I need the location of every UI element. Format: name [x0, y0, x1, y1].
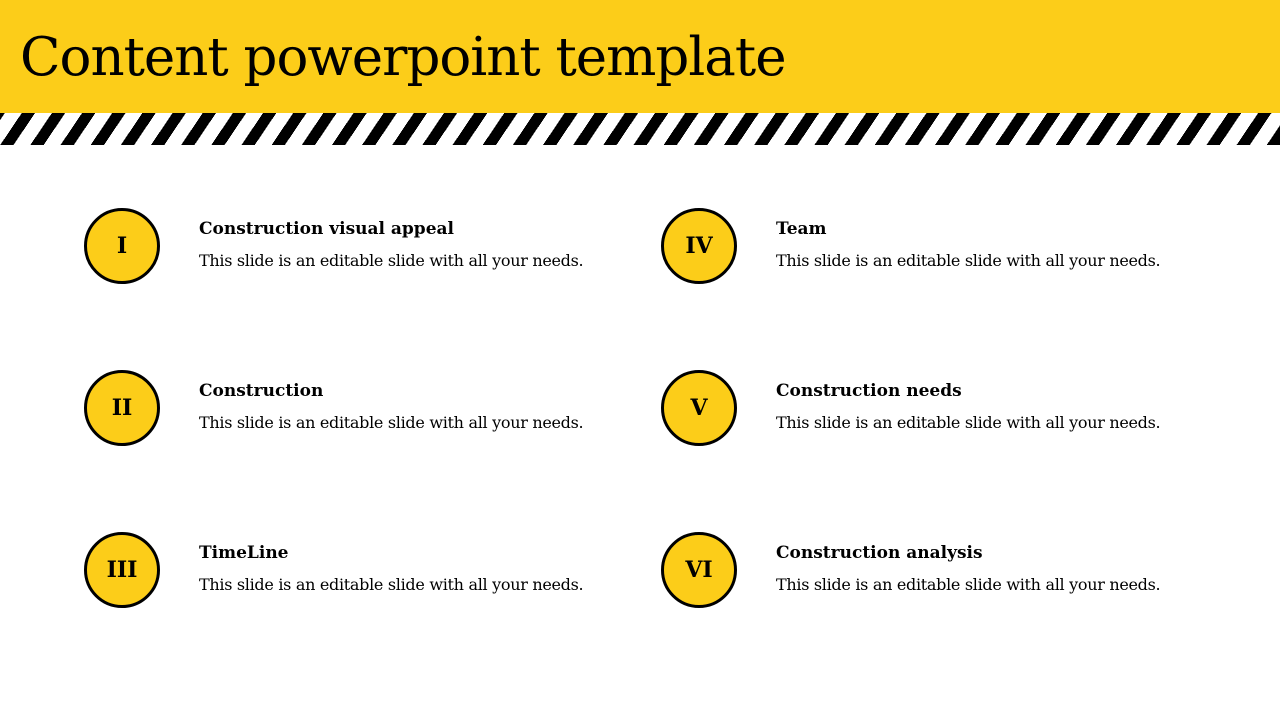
item-description: This slide is an editable slide with all your needs.	[199, 251, 584, 270]
item-heading: Construction needs	[776, 381, 962, 401]
item-heading: Construction visual appeal	[199, 219, 454, 239]
numeral-badge: IV	[661, 208, 737, 284]
item-heading: TimeLine	[199, 543, 289, 563]
item-description: This slide is an editable slide with all your needs.	[776, 413, 1161, 432]
item-description: This slide is an editable slide with all your needs.	[199, 413, 584, 432]
content-item-5	[661, 370, 1181, 450]
content-item-6	[661, 532, 1181, 612]
item-description: This slide is an editable slide with all your needs.	[776, 251, 1161, 270]
numeral-badge: VI	[661, 532, 737, 608]
item-heading: Construction	[199, 381, 324, 401]
numeral-badge: I	[84, 208, 160, 284]
item-description: This slide is an editable slide with all your needs.	[776, 575, 1161, 594]
item-heading: Construction analysis	[776, 543, 983, 563]
content-item-3	[84, 532, 604, 612]
content-item-1	[84, 208, 604, 288]
item-description: This slide is an editable slide with all your needs.	[199, 575, 584, 594]
slide-title: Content powerpoint template	[20, 27, 786, 88]
content-item-2	[84, 370, 604, 450]
item-heading: Team	[776, 219, 827, 239]
numeral-badge: V	[661, 370, 737, 446]
hazard-stripe-band	[0, 113, 1280, 145]
title-banner	[0, 0, 1280, 113]
content-item-4	[661, 208, 1181, 288]
numeral-badge: III	[84, 532, 160, 608]
numeral-badge: II	[84, 370, 160, 446]
